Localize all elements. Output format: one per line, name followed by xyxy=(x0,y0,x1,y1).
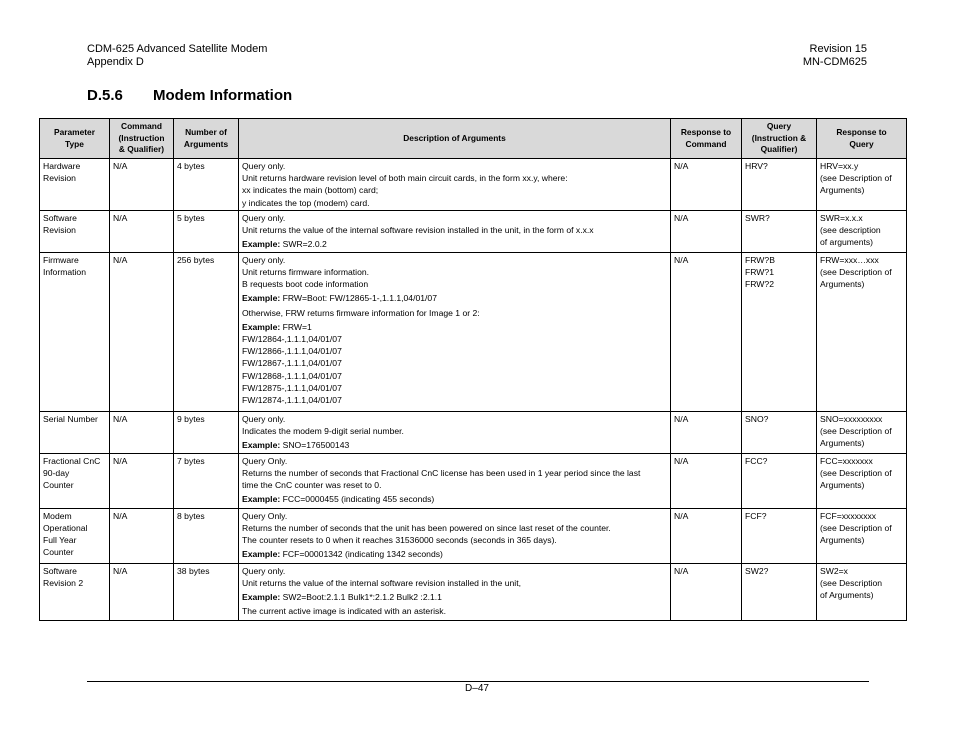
table-row xyxy=(40,252,907,411)
cell-command: N/A xyxy=(110,252,174,411)
cell-query: FCF? xyxy=(742,508,817,563)
cell-response-to-command: N/A xyxy=(671,563,742,620)
cell-response-to-command: N/A xyxy=(671,252,742,411)
cell-response-to-query: HRV=xx.y (see Description of Arguments) xyxy=(817,159,907,211)
cell-command: N/A xyxy=(110,411,174,453)
running-header-right xyxy=(803,43,867,69)
cell-response-to-command: N/A xyxy=(671,210,742,252)
cell-command: N/A xyxy=(110,159,174,211)
cell-parameter-type: Hardware Revision xyxy=(40,159,110,211)
cell-arguments: 4 bytes xyxy=(174,159,239,211)
cell-response-to-query: SNO=xxxxxxxxx (see Description of Arguments) xyxy=(817,411,907,453)
header-query: Query (Instruction & Qualifier) xyxy=(742,119,817,159)
cell-response-to-query: SWR=x.x.x (see description of arguments) xyxy=(817,210,907,252)
revision-label: Revision 15 xyxy=(809,43,867,55)
cell-command: N/A xyxy=(110,508,174,563)
cell-response-to-query: FCF=xxxxxxxx (see Description of Arguments) xyxy=(817,508,907,563)
cell-parameter-type: Software Revision 2 xyxy=(40,563,110,620)
cell-command: N/A xyxy=(110,563,174,620)
table-row xyxy=(40,159,907,211)
table-header-row xyxy=(40,119,907,159)
cell-arguments: 9 bytes xyxy=(174,411,239,453)
cell-description: Query only. Unit returns hardware revision level of both main circuit cards, in the form xx.y, where: xx indicates the main (bottom) card; y indicates the top (modem) card. xyxy=(239,159,671,211)
cell-query: SNO? xyxy=(742,411,817,453)
table-row xyxy=(40,411,907,453)
header-number-of-arguments: Number of Arguments xyxy=(174,119,239,159)
cell-response-to-command: N/A xyxy=(671,508,742,563)
running-header-left xyxy=(87,43,267,69)
cell-response-to-command: N/A xyxy=(671,411,742,453)
document-title: CDM-625 Advanced Satellite Modem xyxy=(87,43,268,55)
cell-response-to-command: N/A xyxy=(671,453,742,508)
cell-arguments: 38 bytes xyxy=(174,563,239,620)
page-number: D–47 xyxy=(465,683,489,694)
section-heading xyxy=(87,87,292,104)
cell-response-to-query: FRW=xxx…xxx (see Description of Arguments) xyxy=(817,252,907,411)
cell-description: Query only. Unit returns firmware information. B requests boot code information Example: FRW=Boot: FW/12865-1-,1.1.1,04/01/07 Otherwise, FRW returns firmware information for Image 1 or 2: Example: FRW=1 FW/12864-,1.1.1,04/01/07 FW/12866-,1.1.1,04/01/07 FW/12867-,1.1.1,04/01/07 FW/12868-,1.1.1,04/01/07 FW/12875-,1.1.1,04/01/07 FW/12874-,1.1.1,04/01/07 xyxy=(239,252,671,411)
cell-response-to-query: FCC=xxxxxxx (see Description of Arguments) xyxy=(817,453,907,508)
cell-arguments: 256 bytes xyxy=(174,252,239,411)
cell-description: Query Only. Returns the number of seconds that the unit has been powered on since last reset of the counter. The counter resets to 0 when it reaches 31536000 seconds (seconds in 365 days). Example: FCF=00001342 (indicating 1342 seconds) xyxy=(239,508,671,563)
cell-query: SW2? xyxy=(742,563,817,620)
cell-query: FRW?B FRW?1 FRW?2 xyxy=(742,252,817,411)
cell-parameter-type: Modem Operational Full Year Counter xyxy=(40,508,110,563)
header-command: Command (Instruction & Qualifier) xyxy=(110,119,174,159)
header-response-to-command: Response to Command xyxy=(671,119,742,159)
cell-arguments: 5 bytes xyxy=(174,210,239,252)
header-response-to-query: Response to Query xyxy=(817,119,907,159)
cell-parameter-type: Firmware Information xyxy=(40,252,110,411)
cell-query: SWR? xyxy=(742,210,817,252)
cell-response-to-command: N/A xyxy=(671,159,742,211)
section-title: Modem Information xyxy=(153,87,293,104)
header-description: Description of Arguments xyxy=(239,119,671,159)
cell-description: Query only. Unit returns the value of the internal software revision installed in the unit, Example: SW2=Boot:2.1.1 Bulk1*:2.1.2 Bulk2 :2.1.1 The current active image is indicated with an asterisk. xyxy=(239,563,671,620)
manual-number: MN-CDM625 xyxy=(802,56,867,68)
cell-parameter-type: Software Revision xyxy=(40,210,110,252)
cell-description: Query only. Indicates the modem 9-digit serial number. Example: SNO=176500143 xyxy=(239,411,671,453)
section-number: D.5.6 xyxy=(87,87,123,104)
appendix-label: Appendix D xyxy=(87,56,144,68)
table-row xyxy=(40,453,907,508)
cell-parameter-type: Fractional CnC 90-day Counter xyxy=(40,453,110,508)
cell-response-to-query: SW2=x (see Description of Arguments) xyxy=(817,563,907,620)
modem-information-table xyxy=(39,118,907,621)
table-row xyxy=(40,210,907,252)
cell-description: Query Only. Returns the number of seconds that Fractional CnC license has been used in 1 year period since the last time the CnC counter was reset to 0. Example: FCC=0000455 (indicating 455 seconds) xyxy=(239,453,671,508)
table-row xyxy=(40,508,907,563)
cell-arguments: 7 bytes xyxy=(174,453,239,508)
cell-command: N/A xyxy=(110,453,174,508)
cell-query: HRV? xyxy=(742,159,817,211)
table-row xyxy=(40,563,907,620)
footer-divider xyxy=(87,681,869,682)
cell-query: FCC? xyxy=(742,453,817,508)
cell-parameter-type: Serial Number xyxy=(40,411,110,453)
cell-arguments: 8 bytes xyxy=(174,508,239,563)
header-parameter-type: Parameter Type xyxy=(40,119,110,159)
cell-description: Query only. Unit returns the value of the internal software revision installed in the unit, in the form of x.x.x Example: SWR=2.0.2 xyxy=(239,210,671,252)
cell-command: N/A xyxy=(110,210,174,252)
